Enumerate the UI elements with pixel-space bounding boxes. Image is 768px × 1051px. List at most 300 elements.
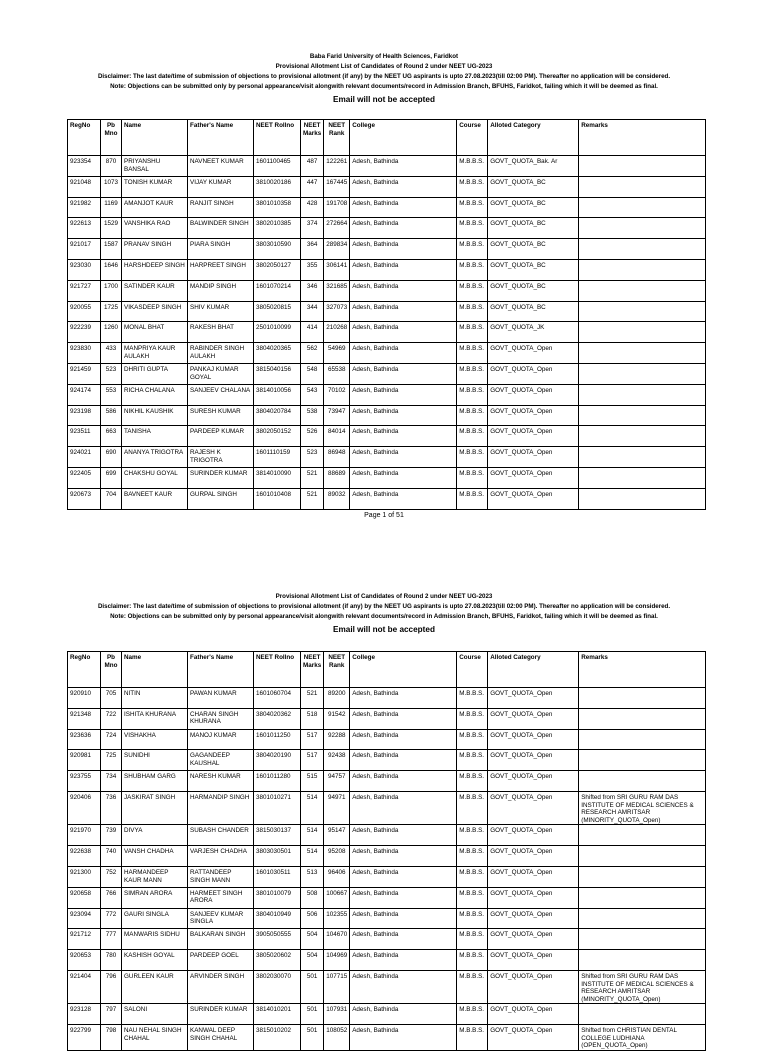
column-header-fathers-name: Father's Name — [188, 652, 254, 688]
cell-neet-rank: 272664 — [324, 218, 350, 239]
document-page-1 — [0, 0, 768, 519]
cell-pb-mno: 772 — [101, 908, 122, 929]
cell-neet-rollno: 1601030511 — [254, 866, 301, 887]
cell-name: SIMRAN ARORA — [122, 887, 188, 908]
cell-name: VIKASDEEP SINGH — [122, 301, 188, 322]
cell-reg-no: 920653 — [68, 950, 101, 971]
cell-neet-marks: 346 — [301, 280, 324, 301]
cell-reg-no: 921459 — [68, 363, 101, 384]
cell-neet-rollno: 3810020186 — [254, 176, 301, 197]
cell-neet-rollno: 3815030137 — [254, 825, 301, 846]
cell-pb-mno: 586 — [101, 405, 122, 426]
cell-name: AMANJOT KAUR — [122, 197, 188, 218]
cell-college: Adesh, Bathinda — [350, 405, 457, 426]
cell-name: VISHAKHA — [122, 729, 188, 750]
cell-fathers-name: HARMEET SINGH ARORA — [188, 887, 254, 908]
cell-course: M.B.B.S. — [457, 197, 488, 218]
cell-reg-no: 921727 — [68, 280, 101, 301]
cell-neet-marks: 374 — [301, 218, 324, 239]
cell-name: BAVNEET KAUR — [122, 488, 188, 509]
cell-college: Adesh, Bathinda — [350, 729, 457, 750]
cell-name: DIVYA — [122, 825, 188, 846]
cell-neet-rollno: 3815040156 — [254, 363, 301, 384]
cell-neet-rank: 89032 — [324, 488, 350, 509]
cell-college: Adesh, Bathinda — [350, 825, 457, 846]
cell-alloted-category: GOVT_QUOTA_Open — [488, 467, 579, 488]
cell-neet-rollno: 3803010590 — [254, 239, 301, 260]
cell-alloted-category: GOVT_QUOTA_Open — [488, 866, 579, 887]
cell-pb-mno: 704 — [101, 488, 122, 509]
cell-course: M.B.B.S. — [457, 887, 488, 908]
cell-neet-rollno: 3804020362 — [254, 708, 301, 729]
cell-reg-no: 923511 — [68, 426, 101, 447]
cell-alloted-category: GOVT_QUOTA_BC — [488, 218, 579, 239]
cell-name: GAURI SINGLA — [122, 908, 188, 929]
cell-neet-marks: 501 — [301, 1004, 324, 1025]
page-header — [0, 52, 768, 107]
cell-alloted-category: GOVT_QUOTA_Open — [488, 688, 579, 709]
table-header-row — [68, 120, 706, 156]
cell-remarks — [579, 405, 706, 426]
cell-neet-marks: 504 — [301, 950, 324, 971]
table-row — [68, 156, 706, 177]
cell-neet-rank: 191708 — [324, 197, 350, 218]
cell-remarks — [579, 301, 706, 322]
cell-neet-rollno: 3801010079 — [254, 887, 301, 908]
table-row — [68, 239, 706, 260]
cell-college: Adesh, Bathinda — [350, 1025, 457, 1051]
cell-alloted-category: GOVT_QUOTA_Open — [488, 771, 579, 792]
cell-name: PRANAV SINGH — [122, 239, 188, 260]
cell-remarks: Shifted from SRI GURU RAM DAS INSTITUTE OF MEDICAL SCIENCES & RESEARCH AMRITSAR (MINORITY_QUOTA_Open) — [579, 791, 706, 824]
table-row — [68, 176, 706, 197]
cell-alloted-category: GOVT_QUOTA_Open — [488, 791, 579, 824]
cell-course: M.B.B.S. — [457, 322, 488, 343]
cell-fathers-name: BALWINDER SINGH — [188, 218, 254, 239]
cell-name: TONISH KUMAR — [122, 176, 188, 197]
cell-reg-no: 922239 — [68, 322, 101, 343]
cell-remarks — [579, 467, 706, 488]
cell-name: ANANYA TRIGOTRA — [122, 447, 188, 468]
cell-remarks — [579, 447, 706, 468]
cell-college: Adesh, Bathinda — [350, 259, 457, 280]
cell-pb-mno: 725 — [101, 750, 122, 771]
cell-pb-mno: 433 — [101, 343, 122, 364]
cell-reg-no: 921300 — [68, 866, 101, 887]
cell-neet-marks: 543 — [301, 384, 324, 405]
cell-name: MONAL BHAT — [122, 322, 188, 343]
cell-remarks — [579, 384, 706, 405]
cell-neet-rank: 84014 — [324, 426, 350, 447]
cell-neet-rank: 167445 — [324, 176, 350, 197]
cell-remarks — [579, 156, 706, 177]
cell-alloted-category: GOVT_QUOTA_BC — [488, 239, 579, 260]
cell-neet-marks: 501 — [301, 970, 324, 1003]
cell-name: MANWARIS SIDHU — [122, 929, 188, 950]
cell-alloted-category: GOVT_QUOTA_Open — [488, 447, 579, 468]
cell-name: SUNIDHI — [122, 750, 188, 771]
cell-neet-rank: 321685 — [324, 280, 350, 301]
disclaimer-text: Disclaimer: The last date/time of submission of objections to provisional allotment (if any) by the NEET UG aspirants is upto 27.08.2023(till 02:00 PM). Thereafter no application will be considered. — [97, 73, 671, 80]
cell-neet-rollno: 3804010949 — [254, 908, 301, 929]
cell-fathers-name: GURPAL SINGH — [188, 488, 254, 509]
cell-neet-rank: 88689 — [324, 467, 350, 488]
cell-neet-rollno: 3804020190 — [254, 750, 301, 771]
cell-college: Adesh, Bathinda — [350, 929, 457, 950]
cell-neet-rollno: 3804020365 — [254, 343, 301, 364]
cell-reg-no: 924021 — [68, 447, 101, 468]
cell-name: DHRITI GUPTA — [122, 363, 188, 384]
cell-fathers-name: VIJAY KUMAR — [188, 176, 254, 197]
cell-neet-marks: 487 — [301, 156, 324, 177]
cell-neet-marks: 514 — [301, 791, 324, 824]
cell-fathers-name: SURINDER KUMAR — [188, 467, 254, 488]
cell-name: RICHA CHALANA — [122, 384, 188, 405]
email-notice: Email will not be accepted — [333, 95, 435, 104]
cell-pb-mno: 870 — [101, 156, 122, 177]
cell-alloted-category: GOVT_QUOTA_Open — [488, 950, 579, 971]
cell-course: M.B.B.S. — [457, 771, 488, 792]
cell-neet-rank: 92438 — [324, 750, 350, 771]
cell-fathers-name: SUBASH CHANDER — [188, 825, 254, 846]
column-header-course: Course — [457, 652, 488, 688]
list-title: Provisional Allotment List of Candidates of Round 2 under NEET UG-2023 — [275, 593, 493, 600]
cell-course: M.B.B.S. — [457, 218, 488, 239]
cell-reg-no: 921404 — [68, 970, 101, 1003]
cell-reg-no: 921712 — [68, 929, 101, 950]
cell-neet-marks: 447 — [301, 176, 324, 197]
cell-fathers-name: SANJEEV KUMAR SINGLA — [188, 908, 254, 929]
cell-pb-mno: 798 — [101, 1025, 122, 1051]
cell-neet-rank: 65538 — [324, 363, 350, 384]
cell-neet-marks: 508 — [301, 887, 324, 908]
cell-course: M.B.B.S. — [457, 280, 488, 301]
cell-reg-no: 923198 — [68, 405, 101, 426]
column-header-remarks: Remarks — [579, 652, 706, 688]
cell-reg-no: 924174 — [68, 384, 101, 405]
cell-remarks: Shifted from SRI GURU RAM DAS INSTITUTE OF MEDICAL SCIENCES & RESEARCH AMRITSAR (MINORITY_QUOTA_Open) — [579, 970, 706, 1003]
cell-fathers-name: NARESH KUMAR — [188, 771, 254, 792]
cell-college: Adesh, Bathinda — [350, 343, 457, 364]
cell-neet-rank: 73947 — [324, 405, 350, 426]
cell-fathers-name: NAVNEET KUMAR — [188, 156, 254, 177]
table-row — [68, 322, 706, 343]
cell-reg-no: 923128 — [68, 1004, 101, 1025]
cell-pb-mno: 766 — [101, 887, 122, 908]
cell-course: M.B.B.S. — [457, 426, 488, 447]
cell-fathers-name: RAJESH K TRIGOTRA — [188, 447, 254, 468]
cell-course: M.B.B.S. — [457, 301, 488, 322]
cell-fathers-name: PARDEEP KUMAR — [188, 426, 254, 447]
cell-college: Adesh, Bathinda — [350, 218, 457, 239]
cell-college: Adesh, Bathinda — [350, 791, 457, 824]
cell-reg-no: 922405 — [68, 467, 101, 488]
cell-neet-marks: 521 — [301, 688, 324, 709]
cell-reg-no: 921348 — [68, 708, 101, 729]
column-header-neet-rollno: NEET Rollno — [254, 120, 301, 156]
cell-neet-rank: 107931 — [324, 1004, 350, 1025]
cell-neet-rollno: 1601110159 — [254, 447, 301, 468]
cell-alloted-category: GOVT_QUOTA_JK — [488, 322, 579, 343]
cell-college: Adesh, Bathinda — [350, 301, 457, 322]
table-row — [68, 929, 706, 950]
cell-neet-rollno: 3905050555 — [254, 929, 301, 950]
cell-name: SATINDER KAUR — [122, 280, 188, 301]
cell-college: Adesh, Bathinda — [350, 322, 457, 343]
cell-alloted-category: GOVT_QUOTA_Open — [488, 405, 579, 426]
column-header-alloted-category: Alloted Category — [488, 120, 579, 156]
cell-neet-rollno: 2501010099 — [254, 322, 301, 343]
cell-fathers-name: MANDIP SINGH — [188, 280, 254, 301]
cell-pb-mno: 780 — [101, 950, 122, 971]
cell-fathers-name: RABINDER SINGH AULAKH — [188, 343, 254, 364]
cell-neet-rank: 108052 — [324, 1025, 350, 1051]
cell-reg-no: 921048 — [68, 176, 101, 197]
cell-neet-marks: 548 — [301, 363, 324, 384]
cell-remarks — [579, 846, 706, 867]
cell-fathers-name: PARDEEP GOEL — [188, 950, 254, 971]
cell-neet-marks: 562 — [301, 343, 324, 364]
cell-neet-rank: 104670 — [324, 929, 350, 950]
cell-neet-rank: 94757 — [324, 771, 350, 792]
cell-college: Adesh, Bathinda — [350, 426, 457, 447]
cell-pb-mno: 722 — [101, 708, 122, 729]
cell-pb-mno: 1700 — [101, 280, 122, 301]
note-text: Note: Objections can be submitted only by personal appearance/visit alongwith relevant documents/record in Admission Branch, BFUHS, Faridkot, failing which it will be deemed as final. — [110, 613, 658, 620]
cell-neet-marks: 364 — [301, 239, 324, 260]
cell-college: Adesh, Bathinda — [350, 688, 457, 709]
table-row — [68, 301, 706, 322]
page-header — [0, 592, 768, 637]
cell-remarks — [579, 218, 706, 239]
cell-reg-no: 923354 — [68, 156, 101, 177]
cell-remarks — [579, 239, 706, 260]
university-name: Baba Farid University of Health Sciences, Faridkot — [309, 53, 459, 60]
cell-neet-marks: 501 — [301, 1025, 324, 1051]
column-header-reg-no: RegNo — [68, 652, 101, 688]
cell-reg-no: 922799 — [68, 1025, 101, 1051]
cell-pb-mno: 1529 — [101, 218, 122, 239]
table-row — [68, 467, 706, 488]
cell-course: M.B.B.S. — [457, 729, 488, 750]
list-title: Provisional Allotment List of Candidates of Round 2 under NEET UG-2023 — [275, 63, 493, 70]
cell-pb-mno: 796 — [101, 970, 122, 1003]
cell-neet-marks: 414 — [301, 322, 324, 343]
cell-neet-marks: 344 — [301, 301, 324, 322]
table-row — [68, 218, 706, 239]
cell-neet-rollno: 1601060704 — [254, 688, 301, 709]
cell-fathers-name: BALKARAN SINGH — [188, 929, 254, 950]
cell-name: TANISHA — [122, 426, 188, 447]
table-row — [68, 363, 706, 384]
column-header-remarks: Remarks — [579, 120, 706, 156]
column-header-college: College — [350, 652, 457, 688]
cell-neet-rollno: 3814010056 — [254, 384, 301, 405]
column-header-neet-rank: NEET Rank — [324, 120, 350, 156]
cell-fathers-name: PIARA SINGH — [188, 239, 254, 260]
cell-name: SHUBHAM GARG — [122, 771, 188, 792]
cell-fathers-name: HARMANDIP SINGH — [188, 791, 254, 824]
cell-neet-rollno: 3802030070 — [254, 970, 301, 1003]
cell-fathers-name: CHARAN SINGH KHURANA — [188, 708, 254, 729]
cell-pb-mno: 797 — [101, 1004, 122, 1025]
table-row — [68, 970, 706, 1003]
cell-alloted-category: GOVT_QUOTA_Open — [488, 488, 579, 509]
cell-remarks: Shifted from CHRISTIAN DENTAL COLLEGE LUDHIANA (OPEN_QUOTA_Open) — [579, 1025, 706, 1051]
table-row — [68, 908, 706, 929]
cell-alloted-category: GOVT_QUOTA_Open — [488, 929, 579, 950]
cell-neet-rollno: 3802050127 — [254, 259, 301, 280]
cell-pb-mno: 1587 — [101, 239, 122, 260]
cell-neet-rank: 306141 — [324, 259, 350, 280]
cell-reg-no: 920406 — [68, 791, 101, 824]
cell-college: Adesh, Bathinda — [350, 750, 457, 771]
cell-college: Adesh, Bathinda — [350, 156, 457, 177]
cell-name: JASKIRAT SINGH — [122, 791, 188, 824]
cell-neet-rollno: 1601070214 — [254, 280, 301, 301]
cell-remarks — [579, 708, 706, 729]
cell-fathers-name: SURESH KUMAR — [188, 405, 254, 426]
cell-alloted-category: GOVT_QUOTA_Open — [488, 846, 579, 867]
cell-name: NIKHIL KAUSHIK — [122, 405, 188, 426]
disclaimer-text: Disclaimer: The last date/time of submission of objections to provisional allotment (if any) by the NEET UG aspirants is upto 27.08.2023(till 02:00 PM). Thereafter no application will be considered. — [97, 603, 671, 610]
cell-alloted-category: GOVT_QUOTA_Open — [488, 708, 579, 729]
cell-remarks — [579, 908, 706, 929]
table-row — [68, 447, 706, 468]
cell-remarks — [579, 176, 706, 197]
cell-course: M.B.B.S. — [457, 239, 488, 260]
table-row — [68, 1004, 706, 1025]
table-row — [68, 771, 706, 792]
cell-fathers-name: VARJESH CHADHA — [188, 846, 254, 867]
cell-reg-no: 920658 — [68, 887, 101, 908]
cell-neet-marks: 355 — [301, 259, 324, 280]
cell-fathers-name: RATTANDEEP SINGH MANN — [188, 866, 254, 887]
cell-alloted-category: GOVT_QUOTA_BC — [488, 259, 579, 280]
cell-fathers-name: HARPREET SINGH — [188, 259, 254, 280]
cell-neet-rollno: 1601100465 — [254, 156, 301, 177]
cell-alloted-category: GOVT_QUOTA_BC — [488, 197, 579, 218]
cell-neet-rank: 327073 — [324, 301, 350, 322]
cell-fathers-name: SHIV KUMAR — [188, 301, 254, 322]
column-header-pb-mno: Pb Mno — [101, 120, 122, 156]
cell-alloted-category: GOVT_QUOTA_Open — [488, 384, 579, 405]
table-row — [68, 197, 706, 218]
cell-neet-rollno: 3802050152 — [254, 426, 301, 447]
cell-name: HARMANDEEP KAUR MANN — [122, 866, 188, 887]
cell-fathers-name: PAWAN KUMAR — [188, 688, 254, 709]
cell-neet-rollno: 3801010358 — [254, 197, 301, 218]
table-row — [68, 729, 706, 750]
cell-fathers-name: RANJIT SINGH — [188, 197, 254, 218]
cell-neet-rank: 104969 — [324, 950, 350, 971]
cell-neet-rank: 54969 — [324, 343, 350, 364]
allotment-table — [67, 119, 706, 510]
table-row — [68, 950, 706, 971]
cell-neet-marks: 513 — [301, 866, 324, 887]
cell-alloted-category: GOVT_QUOTA_Open — [488, 363, 579, 384]
cell-pb-mno: 1646 — [101, 259, 122, 280]
cell-course: M.B.B.S. — [457, 384, 488, 405]
cell-course: M.B.B.S. — [457, 488, 488, 509]
column-header-neet-rank: NEET Rank — [324, 652, 350, 688]
cell-remarks — [579, 426, 706, 447]
cell-name: ISHITA KHURANA — [122, 708, 188, 729]
column-header-course: Course — [457, 120, 488, 156]
cell-reg-no: 920673 — [68, 488, 101, 509]
cell-neet-rollno: 1601010408 — [254, 488, 301, 509]
cell-fathers-name: RAKESH BHAT — [188, 322, 254, 343]
cell-neet-marks: 523 — [301, 447, 324, 468]
cell-neet-rank: 92288 — [324, 729, 350, 750]
cell-neet-marks: 518 — [301, 708, 324, 729]
cell-remarks — [579, 729, 706, 750]
cell-neet-rollno: 3802010385 — [254, 218, 301, 239]
table-row — [68, 825, 706, 846]
cell-remarks — [579, 825, 706, 846]
cell-course: M.B.B.S. — [457, 176, 488, 197]
cell-pb-mno: 705 — [101, 688, 122, 709]
cell-course: M.B.B.S. — [457, 447, 488, 468]
cell-neet-marks: 514 — [301, 846, 324, 867]
cell-neet-rollno: 3801010271 — [254, 791, 301, 824]
cell-neet-marks: 515 — [301, 771, 324, 792]
cell-college: Adesh, Bathinda — [350, 1004, 457, 1025]
cell-reg-no: 922613 — [68, 218, 101, 239]
cell-neet-marks: 514 — [301, 825, 324, 846]
cell-pb-mno: 553 — [101, 384, 122, 405]
cell-neet-rank: 86948 — [324, 447, 350, 468]
cell-college: Adesh, Bathinda — [350, 887, 457, 908]
cell-course: M.B.B.S. — [457, 750, 488, 771]
column-header-college: College — [350, 120, 457, 156]
table-row — [68, 259, 706, 280]
allotment-table — [67, 651, 706, 1051]
cell-course: M.B.B.S. — [457, 259, 488, 280]
cell-college: Adesh, Bathinda — [350, 708, 457, 729]
cell-fathers-name: MANOJ KUMAR — [188, 729, 254, 750]
cell-neet-rank: 102355 — [324, 908, 350, 929]
cell-course: M.B.B.S. — [457, 950, 488, 971]
cell-neet-rollno: 1601011250 — [254, 729, 301, 750]
cell-college: Adesh, Bathinda — [350, 908, 457, 929]
cell-fathers-name: PANKAJ KUMAR GOYAL — [188, 363, 254, 384]
cell-pb-mno: 724 — [101, 729, 122, 750]
cell-name: VANSHIKA RAO — [122, 218, 188, 239]
table-row — [68, 688, 706, 709]
cell-alloted-category: GOVT_QUOTA_Open — [488, 1025, 579, 1051]
cell-pb-mno: 736 — [101, 791, 122, 824]
cell-name: VANSH CHADHA — [122, 846, 188, 867]
cell-reg-no: 923030 — [68, 259, 101, 280]
cell-neet-marks: 506 — [301, 908, 324, 929]
cell-neet-rank: 100667 — [324, 887, 350, 908]
cell-college: Adesh, Bathinda — [350, 846, 457, 867]
cell-reg-no: 921017 — [68, 239, 101, 260]
cell-course: M.B.B.S. — [457, 405, 488, 426]
table-header-row — [68, 652, 706, 688]
cell-neet-rollno: 3814010201 — [254, 1004, 301, 1025]
cell-neet-rank: 107715 — [324, 970, 350, 1003]
cell-course: M.B.B.S. — [457, 791, 488, 824]
cell-name: CHAKSHU GOYAL — [122, 467, 188, 488]
note-text: Note: Objections can be submitted only by personal appearance/visit alongwith relevant documents/record in Admission Branch, BFUHS, Faridkot, failing which it will be deemed as final. — [110, 83, 658, 90]
cell-neet-rank: 91542 — [324, 708, 350, 729]
cell-alloted-category: GOVT_QUOTA_Open — [488, 908, 579, 929]
cell-fathers-name: KANWAL DEEP SINGH CHAHAL — [188, 1025, 254, 1051]
cell-alloted-category: GOVT_QUOTA_Open — [488, 887, 579, 908]
cell-course: M.B.B.S. — [457, 970, 488, 1003]
